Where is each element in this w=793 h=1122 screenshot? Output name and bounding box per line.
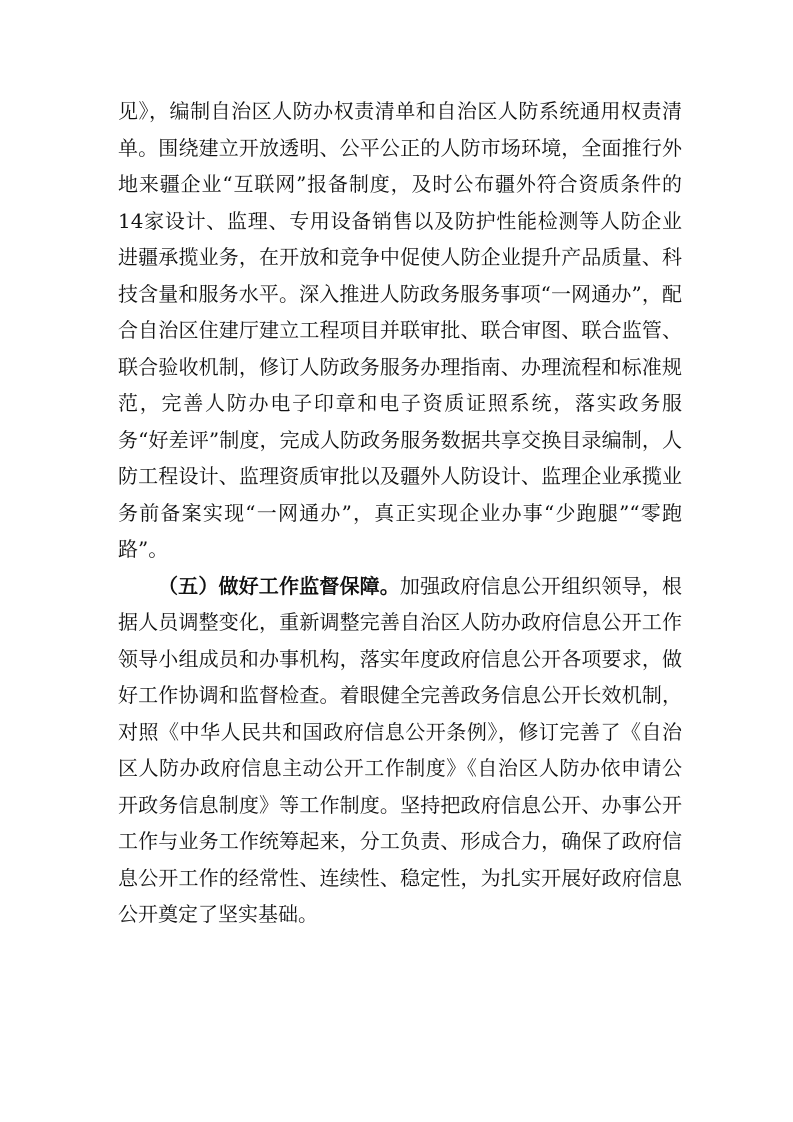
document-body bbox=[118, 93, 682, 933]
paragraph-section-five bbox=[118, 568, 682, 933]
paragraph-continuation: 见》，编制自治区人防办权责清单和自治区人防系统通用权责清单。围绕建立开放透明、公平公正的人防市场环境，全面推行外地来疆企业“互联网”报备制度，及时公布疆外符合资质条件的14家设计、监理、专用设备销售以及防护性能检测等人防企业进疆承揽业务，在开放和竞争中促使人防企业提升产品质量、科技含量和服务水平。深入推进人防政务服务事项“一网通办”，配合自治区住建厅建立工程项目并联审批、联合审图、联合监管、联合验收机制，修订人防政务服务办理指南、办理流程和标准规范，完善人防办电子印章和电子资质证照系统，落实政务服务“好差评”制度，完成人防政务服务数据共享交换目录编制，人防工程设计、监理资质审批以及疆外人防设计、监理企业承揽业务前备案实现“一网通办”，真正实现企业办事“少跑腿”“零跑路”。 bbox=[118, 99, 682, 561]
section-heading: （五）做好工作监督保障。 bbox=[158, 573, 400, 598]
section-body: 加强政府信息公开组织领导，根据人员调整变化，重新调整完善自治区人防办政府信息公开工作领导小组成员和办事机构，落实年度政府信息公开各项要求，做好工作协调和监督检查。着眼健全完善政务信息公开长效机制，对照《中华人民共和国政府信息公开条例》，修订完善了《自治区人防办政府信息主动公开工作制度》《自治区人防办依申请公开政务信息制度》等工作制度。坚持把政府信息公开、办事公开工作与业务工作统筹起来，分工负责、形成合力，确保了政府信息公开工作的经常性、连续性、稳定性，为扎实开展好政府信息公开奠定了坚实基础。 bbox=[118, 573, 683, 926]
